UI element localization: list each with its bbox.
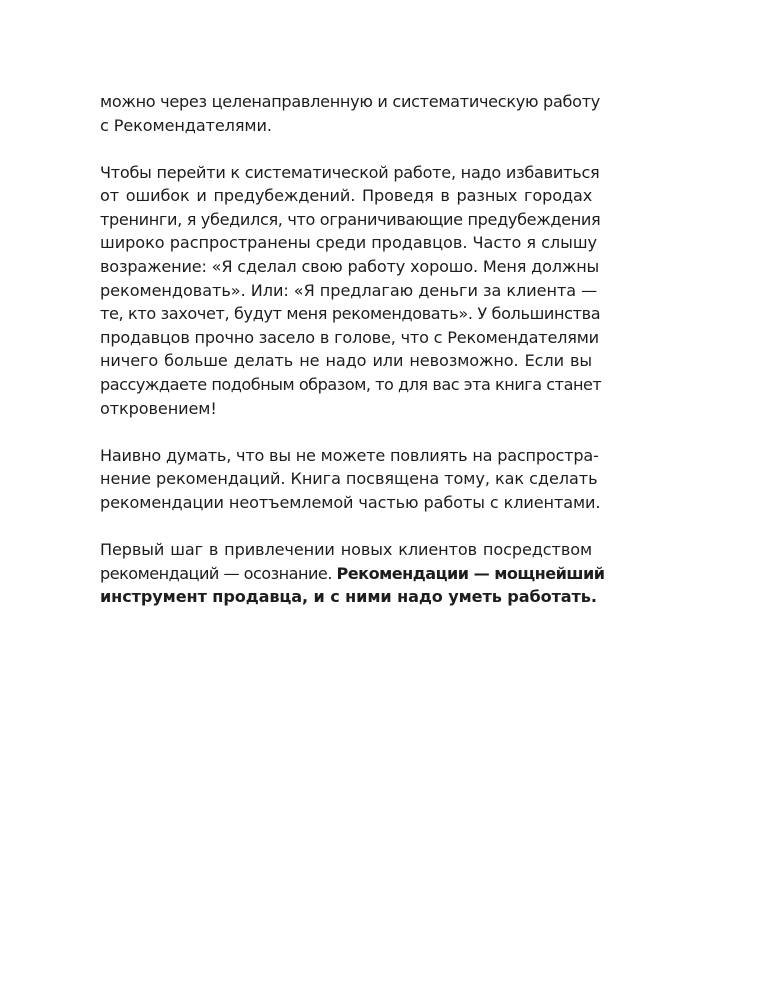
text-line: рекомендовать». Или: «Я предлагаю деньги за клиента — [100,280,598,300]
text-line: откровением! [100,398,217,418]
text-line: продавцов прочно засело в голове, что с Рекомендателями [100,327,599,347]
text-line: Наивно думать, что вы не можете повлиять на распростра- [100,445,599,465]
text-line: рассуждаете подобным образом, то для вас эта книга станет [100,375,602,395]
paragraph-4 [100,538,605,609]
text-line: тренинги, я убедился, что ограничивающие предубеждения [100,209,601,229]
text-line: широко распространены среди продавцов. Часто я слышу [100,233,598,253]
text-line: нение рекомендаций. Книга посвящена тому, как сделать [100,469,598,489]
bold-emphasis: Рекомендации — мощнейший [336,563,605,583]
text-line: с Рекомендателями. [100,115,272,135]
paragraph-1 [100,90,601,137]
text-line: Чтобы перейти к систематической работе, надо избавиться [100,162,600,182]
text-line: от ошибок и предубеждений. Проведя в разных городах [100,186,593,206]
regular-text: рекомендаций — осознание. [100,563,337,583]
paragraph-2 [100,161,602,421]
text-line: ничего больше делать не надо или невозможно. Если вы [100,351,592,371]
paragraph-3 [100,444,601,515]
text-line: Первый шаг в привлечении новых клиентов посредством [100,540,592,559]
bold-emphasis-line: инструмент продавца, и с ними надо уметь работать. [100,587,597,607]
text-line: возражение: «Я сделал свою работу хорошо. Меня должны [100,257,600,277]
text-line: можно через целенаправленную и систематическую работу [100,92,601,111]
body-text [100,90,605,609]
text-line-mixed [100,562,605,586]
text-line: те, кто захочет, будут меня рекомендовать». У большинства [100,304,601,324]
text-line: рекомендации неотъемлемой частью работы с клиентами. [100,492,601,512]
